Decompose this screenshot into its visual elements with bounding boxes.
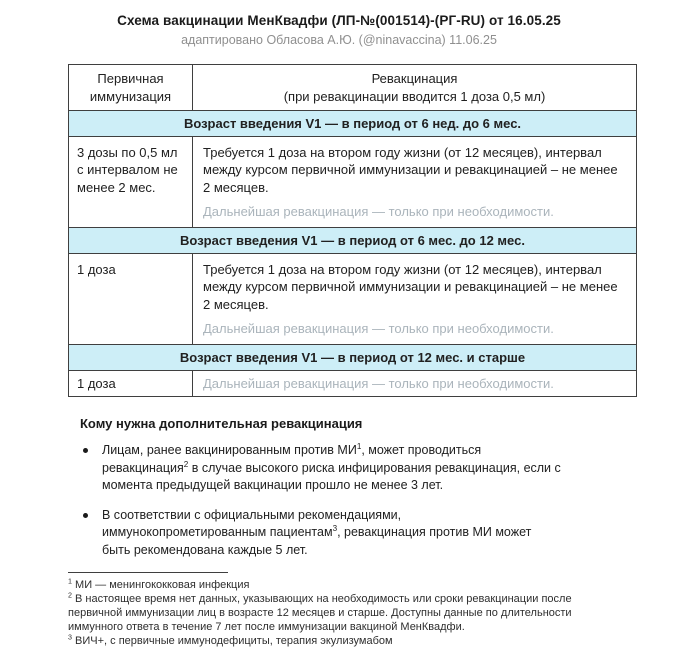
bullet-item-1 [80,442,563,494]
vaccination-table [68,64,637,397]
section-heading: Кому нужна дополнительная ревакцинация [80,416,363,432]
bullet-text: , ревакцинация против МИ может быть рекомендована каждые 5 лет. [102,525,532,557]
additional-revaccination-section [80,416,585,559]
table-row [69,254,637,345]
footnote-2 [68,592,628,634]
age-band-row-3 [69,345,637,371]
page-title: Схема вакцинации МенКвадфи (ЛП-№(001514)-(РГ-RU) от 16.05.25 [117,13,561,28]
revaccination-main-text: Требуется 1 доза на втором году жизни (от 12 месяцев), интервал между курсом первичной иммунизации и ревакцинацией – не менее 2 месяцев. [203,262,618,312]
bullet-text: в случае высокого риска инфицирования ревакцинация, если с момента предыдущей вакцинации прошло не менее 3 лет. [102,460,561,492]
footnote-text: МИ — менингококковая инфекция [71,578,250,591]
table-row [69,137,637,228]
revaccination-cell-1 [193,137,637,228]
revaccination-cell-2 [193,254,637,345]
bullet-dot [83,448,88,453]
footnote-marker: 2 [68,591,72,600]
page-subtitle: адаптировано Обласова А.Ю. (@ninavaccina) 11.06.25 [181,33,497,47]
revaccination-note-text: Дальнейшая ревакцинация — только при необходимости. [203,320,554,336]
table-header-row [69,65,637,111]
revaccination-cell-3: Дальнейшая ревакцинация — только при необходимости. [193,371,637,397]
primary-cell-2: 1 доза [69,254,193,345]
age-band-label-3: Возраст введения V1 — в период от 12 мес. и старше [69,345,637,371]
footnote-marker: 1 [68,577,72,586]
age-band-label-1: Возраст введения V1 — в период от 6 нед. до 6 мес. [69,111,637,137]
footnote-text: В настоящее время нет данных, указывающих на необходимость или сроки ревакцинации после первичной иммунизации лиц в возрасте 12 месяцев и старше. Доступны данные по длительности иммунного ответа в течение 7 лет после иммунизации вакциной МенКвадфи. [68,592,572,633]
col-header-primary-immunization: Первичная иммунизация [69,65,193,111]
col-header-revaccination [193,65,637,111]
primary-cell-3: 1 доза [69,371,193,397]
revaccination-header-subtitle: (при ревакцинации вводится 1 доза 0,5 мл) [283,88,546,104]
primary-cell-1: 3 дозы по 0,5 мл с интервалом не менее 2 мес. [69,137,193,228]
footnote-ref-3: 3 [332,524,338,534]
footnotes-block [68,572,628,648]
bullet-text: , может проводиться ревакцинация [102,443,482,475]
bullet-dot [83,513,88,518]
age-band-row-1 [69,111,637,137]
footnote-ref-1: 1 [356,442,362,452]
vaccination-scheme-document [0,13,678,648]
footnote-1 [68,578,628,592]
bullet-list [80,442,585,559]
age-band-row-2 [69,228,637,254]
revaccination-note-text: Дальнейшая ревакцинация — только при необходимости. [203,203,554,219]
footnote-marker: 3 [68,633,72,642]
bullet-text: В соответствии с официальными рекомендациями, иммунокопрометированным пациентам [102,508,402,540]
footnote-text: ВИЧ+, с первичные иммунодефициты, терапия экулизумабом [71,635,393,648]
revaccination-header-title: Ревакцинация [371,70,458,86]
bullet-text: Лицам, ранее вакцинированным против МИ [102,443,357,458]
age-band-label-2: Возраст введения V1 — в период от 6 мес. до 12 мес. [69,228,637,254]
footnote-ref-2: 2 [183,459,189,469]
table-row [69,371,637,397]
revaccination-main-text: Требуется 1 доза на втором году жизни (от 12 месяцев), интервал между курсом первичной иммунизации и ревакцинацией – не менее 2 месяцев. [203,145,618,195]
bullet-item-2 [80,507,563,559]
footnote-divider [68,572,228,573]
footnote-3 [68,634,628,648]
